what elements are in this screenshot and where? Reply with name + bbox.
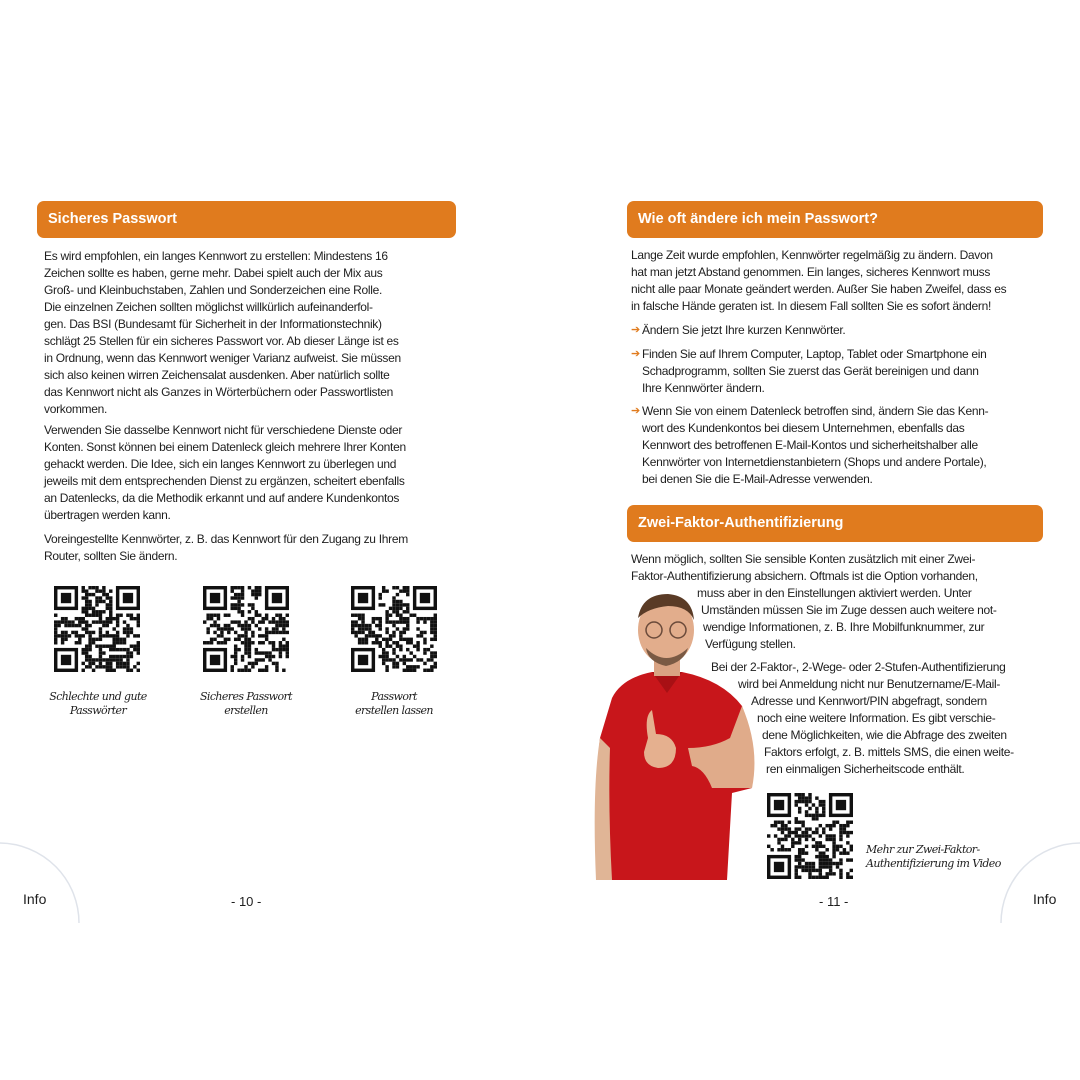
page-number: - 11 - xyxy=(819,894,849,909)
arrow-icon: ➔ xyxy=(631,405,640,417)
bullet-item xyxy=(631,346,987,397)
qr-code[interactable] xyxy=(351,586,437,672)
text-line: noch eine weitere Information. Es gibt verschie- xyxy=(757,711,996,725)
text-line: wird bei Anmeldung nicht nur Benutzername/E-Mail- xyxy=(738,677,1001,691)
qr-caption: Schlechte und gute Passwörter xyxy=(49,690,147,717)
paragraph: Verwenden Sie dasselbe Kennwort nicht für verschiedene Dienste oder Konten. Sonst können bei einem Datenleck gleich mehrere Ihrer Konten gehackt werden. Die Idee, sich ein langes Kennwort zu überlegen und jeweils mit dem entsprechenden Dienst zu ergänzen, scheitert ebenfalls an Datenlecks, da die Methodik erkannt und auf andere Kundenkontos übertragen werden kann. xyxy=(44,423,406,522)
arrow-icon: ➔ xyxy=(631,324,640,336)
bullet-text: Wenn Sie von einem Datenleck betroffen sind, ändern Sie das Kenn- wort des Kundenkontos bei diesem Unternehmen, ebenfalls das Kennwort des betroffenen E-Mail-Kontos und sicherheitshalber alle Kennwörter von Internetdienstanbietern (Shops und andere Portale), bei denen Sie die E-Mail-Adresse verwenden. xyxy=(642,404,989,486)
paragraph: Es wird empfohlen, ein langes Kennwort zu erstellen: Mindestens 16 Zeichen sollte es haben, gerne mehr. Dabei spielt auch der Mix aus Groß- und Kleinbuchstaben, Zahlen und Sonderzeichen eine Rolle. Die einzelnen Zeichen sollten möglichst willkürlich aufeinanderfol- gen. Das BSI (Bundesamt für Sicherheit in der Informationstechnik) schlägt 25 Stellen für ein sicheres Passwort vor. Ab dieser Länge ist es in Ordnung, wenn das Kennwort weniger Varianz aufweist. Sie müssen sich also keinen wirren Zeichensalat ausdenken. Aber natürlich sollte das Kennwort nicht als Ganzes in Wörterbüchern oder Passwortlisten vorkommen. xyxy=(44,249,401,416)
bullet-text: Finden Sie auf Ihrem Computer, Laptop, Tablet oder Smartphone ein Schadprogramm, sollten Sie zuerst das Gerät bereinigen und dann Ihre Kennwörter ändern. xyxy=(642,347,987,395)
text-line: Bei der 2-Faktor-, 2-Wege- oder 2-Stufen-Authentifizierung xyxy=(711,660,1006,674)
qr-code[interactable] xyxy=(203,586,289,672)
page-number: - 10 - xyxy=(231,894,262,909)
paragraph: Wenn möglich, sollten Sie sensible Konten zusätzlich mit einer Zwei- Faktor-Authentifizierung absichern. Oftmals ist die Option vorhanden, xyxy=(631,552,978,583)
qr-code[interactable] xyxy=(54,586,140,672)
section-heading-zwei-faktor: Zwei-Faktor-Authentifizierung xyxy=(627,505,1043,542)
page-tab-arc xyxy=(1000,842,1080,924)
qr-caption: Sicheres Passwort erstellen xyxy=(200,690,292,717)
arrow-icon: ➔ xyxy=(631,348,640,360)
section-heading-passwort-aendern: Wie oft ändere ich mein Passwort? xyxy=(627,201,1043,238)
text-line: ren einmaligen Sicherheitscode enthält. xyxy=(766,762,965,776)
text-line: Verfügung stellen. xyxy=(705,637,796,651)
qr-caption: Mehr zur Zwei-Faktor- Authentifizierung im Video xyxy=(866,843,1001,870)
bullet-text: Ändern Sie jetzt Ihre kurzen Kennwörter. xyxy=(642,323,846,337)
section-heading-sicheres-passwort: Sicheres Passwort xyxy=(37,201,456,238)
text-line: Umständen müssen Sie im Zuge dessen auch weitere not- xyxy=(701,603,997,617)
author-photo xyxy=(592,588,762,880)
paragraph: Voreingestellte Kennwörter, z. B. das Kennwort für den Zugang zu Ihrem Router, sollten Sie ändern. xyxy=(44,532,408,563)
info-tab-label: Info xyxy=(23,891,47,907)
bullet-item xyxy=(631,403,988,488)
text-line: Faktors erfolgt, z. B. mittels SMS, die einen weite- xyxy=(764,745,1014,759)
info-tab-label: Info xyxy=(1033,891,1057,907)
qr-caption: Passwort erstellen lassen xyxy=(355,690,433,717)
paragraph: Lange Zeit wurde empfohlen, Kennwörter regelmäßig zu ändern. Davon hat man jetzt Abstand genommen. Ein langes, sicheres Kennwort muss nicht alle paar Monate geändert werden. Außer Sie haben Zweifel, dass es in falsche Hände geraten ist. In diesem Fall sollten Sie es sofort ändern! xyxy=(631,248,1007,313)
bullet-item xyxy=(631,322,845,339)
text-line: wendige Informationen, z. B. Ihre Mobilfunknummer, zur xyxy=(703,620,985,634)
page-tab-arc xyxy=(0,842,80,924)
text-line: Adresse und Kennwort/PIN abgefragt, sondern xyxy=(751,694,987,708)
text-line: dene Möglichkeiten, wie die Abfrage des zweiten xyxy=(762,728,1007,742)
qr-code[interactable] xyxy=(767,793,853,879)
text-line: muss aber in den Einstellungen aktiviert werden. Unter xyxy=(697,586,972,600)
